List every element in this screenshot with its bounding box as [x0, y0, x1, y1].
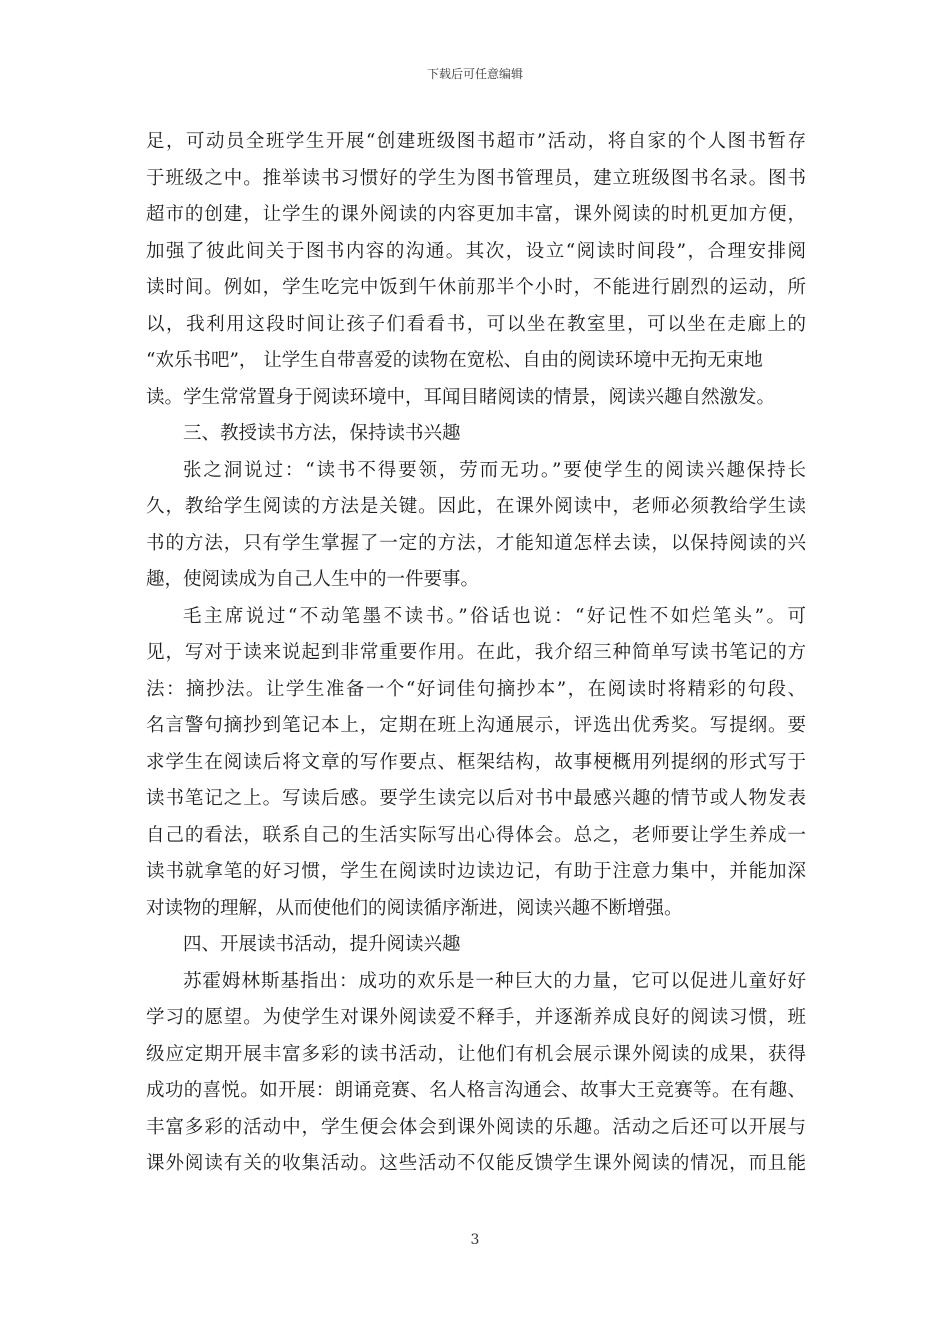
text-line: 法：摘抄法。让学生准备一个“好词佳句摘抄本”，在阅读时将精彩的句段、	[146, 678, 806, 700]
text-line: 久，教给学生阅读的方法是关键。因此，在课外阅读中，老师必须教给学生读	[146, 496, 806, 517]
text-line: 成功的喜悦。如开展：朗诵竞赛、名人格言沟通会、故事大王竞赛等。在有趣、	[146, 1080, 806, 1101]
text-line: 加强了彼此间关于图书内容的沟通。其次，设立“阅读时间段”，合理安排阅	[146, 240, 806, 262]
text-line: 读时间。例如，学生吃完中饭到午休前那半个小时，不能进行剧烈的运动，所	[146, 277, 806, 298]
body-text	[146, 124, 806, 1183]
text-line: 读书笔记之上。写读后感。要学生读完以后对书中最感兴趣的情节或人物发表	[146, 788, 806, 809]
text-line: 以，我利用这段时间让孩子们看看书，可以坐在教室里，可以坐在走廊上的	[146, 313, 806, 335]
text-line: 于班级之中。推举读书习惯好的学生为图书管理员，建立班级图书名录。图书	[146, 167, 806, 189]
text-line: 课外阅读有关的收集活动。这些活动不仅能反馈学生课外阅读的情况，而且能	[146, 1153, 806, 1174]
text-line: 毛主席说过“不动笔墨不读书。”俗话也说：“好记性不如烂笔头”。可	[183, 605, 806, 627]
text-line: 丰富多彩的活动中，学生便会体会到课外阅读的乐趣。活动之后还可以开展与	[146, 1116, 806, 1138]
text-line: 张之洞说过：“读书不得要领，劳而无功。”要使学生的阅读兴趣保持长	[183, 459, 806, 481]
text-line: 级应定期开展丰富多彩的读书活动，让他们有机会展示课外阅读的成果，获得	[146, 1043, 806, 1065]
text-line: 趣，使阅读成为自己人生中的一件要事。	[146, 569, 480, 590]
text-line: 见，写对于读来说起到非常重要作用。在此，我介绍三种简单写读书笔记的方	[146, 642, 806, 663]
section-heading: 三、教授读书方法，保持读书兴趣	[183, 423, 461, 444]
text-line: 对读物的理解，从而使他们的阅读循序渐进，阅读兴趣不断增强。	[146, 897, 683, 919]
text-line: 足，可动员全班学生开展“创建班级图书超市”活动，将自家的个人图书暂存	[146, 131, 806, 152]
text-line: 名言警句摘抄到笔记本上，定期在班上沟通展示，评选出优秀奖。写提纲。要	[146, 715, 806, 736]
text-line: “欢乐书吧”， 让学生自带喜爱的读物在宽松、自由的阅读环境中无拘无束地	[146, 350, 763, 371]
text-line: 书的方法，只有学生掌握了一定的方法，才能知道怎样去读，以保持阅读的兴	[146, 532, 806, 554]
text-line: 读。学生常常置身于阅读环境中，耳闻目睹阅读的情景，阅读兴趣自然激发。	[146, 386, 776, 408]
text-line: 自己的看法，联系自己的生活实际写出心得体会。总之，老师要让学生养成一	[146, 824, 806, 846]
page-header: 下载后可任意编辑	[426, 67, 523, 81]
text-line: 读书就拿笔的好习惯，学生在阅读时边读边记，有助于注意力集中，并能加深	[146, 861, 806, 882]
text-line: 苏霍姆林斯基指出：成功的欢乐是一种巨大的力量，它可以促进儿童好好	[183, 970, 806, 992]
text-line: 超市的创建，让学生的课外阅读的内容更加丰富，课外阅读的时机更加方便，	[146, 204, 806, 225]
section-heading: 四、开展读书活动，提升阅读兴趣	[183, 934, 461, 955]
page-number: 3	[470, 1232, 480, 1248]
text-line: 求学生在阅读后将文章的写作要点、框架结构，故事梗概用列提纲的形式写于	[146, 751, 806, 773]
text-line: 学习的愿望。为使学生对课外阅读爱不释手，并逐渐养成良好的阅读习惯，班	[146, 1007, 806, 1028]
